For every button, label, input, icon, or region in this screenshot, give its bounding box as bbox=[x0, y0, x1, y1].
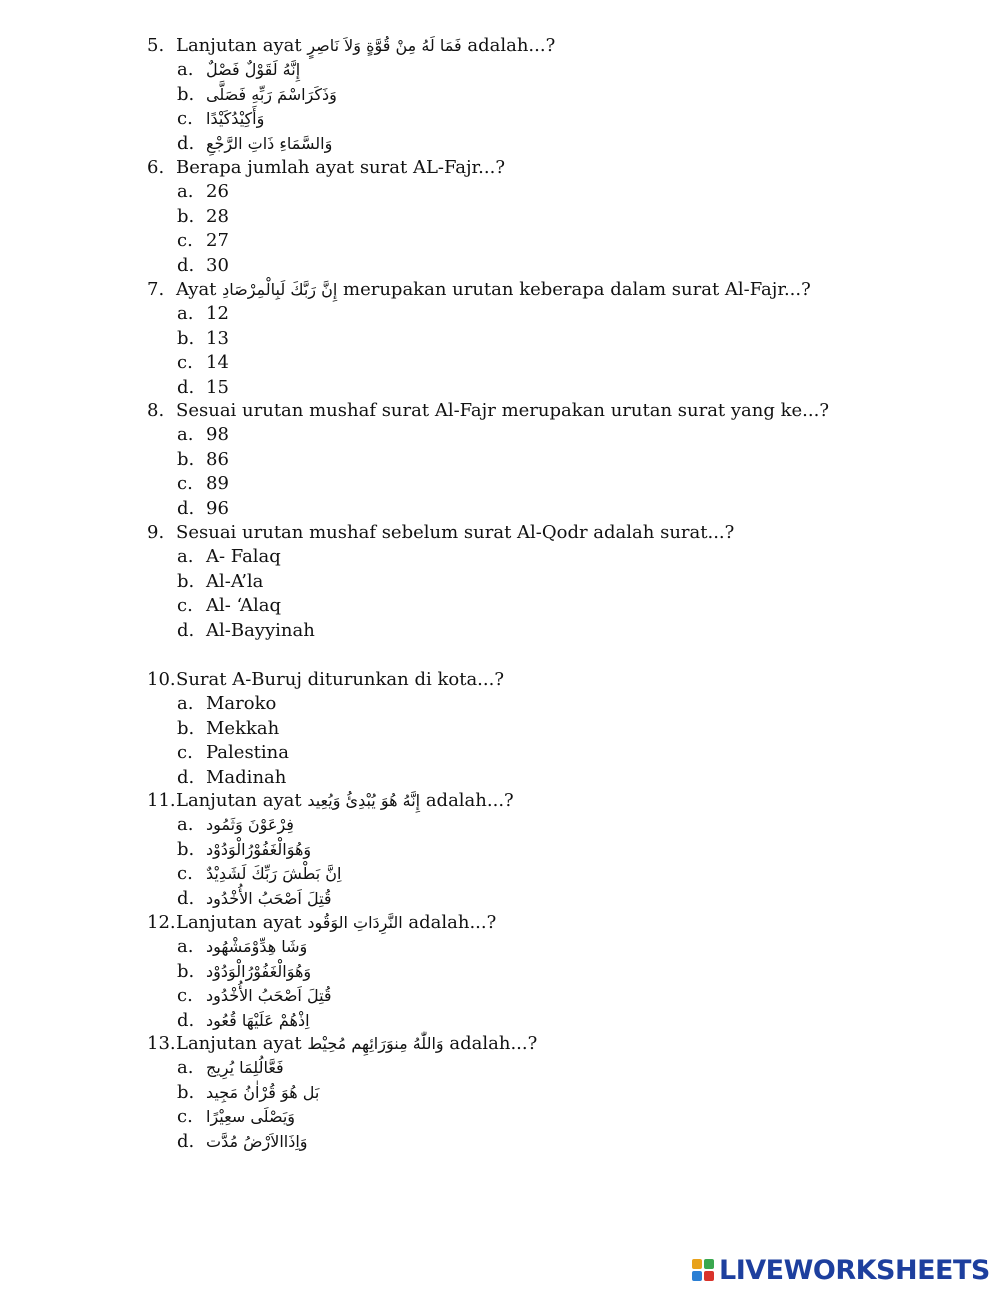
answer-option[interactable] bbox=[177, 59, 300, 81]
question-text: Lanjutan ayat bbox=[176, 1033, 308, 1054]
option-letter: c. bbox=[177, 595, 193, 617]
option-text: Al- ‘Alaq bbox=[206, 595, 281, 617]
option-text: 28 bbox=[206, 205, 229, 227]
answer-option[interactable] bbox=[177, 1057, 284, 1079]
question-arabic-verse: إِنَّهُ هُوَ يُبْدِئُ وَيُعِيد bbox=[307, 791, 421, 810]
question-text: Lanjutan ayat bbox=[176, 790, 308, 811]
option-text: قُتِلَ اَصْحَبُ الأُخْدُود bbox=[206, 986, 332, 1006]
option-letter: d. bbox=[177, 766, 195, 788]
question-number: 6. bbox=[147, 157, 165, 178]
option-text: 15 bbox=[206, 376, 229, 398]
option-text: فَعَّالُلِمَا يُرِيج bbox=[206, 1058, 284, 1078]
logo-block bbox=[692, 1271, 702, 1281]
option-letter: c. bbox=[177, 1106, 193, 1128]
option-letter: d. bbox=[177, 1130, 195, 1152]
option-letter: a. bbox=[177, 1057, 194, 1079]
question-number: 8. bbox=[147, 400, 165, 421]
option-text: 12 bbox=[206, 303, 229, 325]
option-letter: a. bbox=[177, 546, 194, 568]
answer-option[interactable] bbox=[177, 742, 289, 764]
question-arabic-verse: وَاللّٰهُ مِنوَرَائِهِم مُحِيْط bbox=[307, 1034, 444, 1053]
option-letter: c. bbox=[177, 108, 193, 130]
option-text: وَذَكَرَاسْمَ رَبِّهِ فَصَلَّى bbox=[206, 84, 337, 104]
logo-block bbox=[704, 1259, 714, 1269]
answer-option[interactable] bbox=[177, 718, 279, 740]
logo-block bbox=[692, 1259, 702, 1269]
question-text: Ayat bbox=[176, 279, 223, 300]
option-text: Madinah bbox=[206, 766, 287, 788]
option-text: وَيَصْلَى سعِيْرًا bbox=[206, 1107, 295, 1127]
option-letter: b. bbox=[177, 327, 195, 349]
question-number: 10. bbox=[147, 669, 176, 690]
option-text: وَاِذَاالاَرْضُ مُدَّت bbox=[206, 1131, 308, 1151]
question-text: Lanjutan ayat bbox=[176, 35, 308, 56]
question-9 bbox=[147, 522, 734, 544]
option-text: Palestina bbox=[206, 742, 289, 764]
logo-block bbox=[704, 1271, 714, 1281]
option-letter: a. bbox=[177, 303, 194, 325]
option-text: Maroko bbox=[206, 693, 277, 715]
option-text: وَأَكِيْدُكَيْدًا bbox=[206, 109, 265, 129]
question-number: 5. bbox=[147, 35, 165, 56]
option-text: Mekkah bbox=[206, 717, 280, 739]
question-number: 12. bbox=[147, 912, 176, 933]
option-letter: b. bbox=[177, 717, 195, 739]
option-letter: d. bbox=[177, 497, 195, 519]
question-number: 11. bbox=[147, 790, 176, 811]
option-letter: d. bbox=[177, 619, 195, 641]
option-text: وَالسَّمَاءِ ذَاتِ الرَّجْعِ bbox=[206, 133, 333, 153]
option-letter: b. bbox=[177, 838, 195, 860]
option-letter: a. bbox=[177, 936, 194, 958]
option-letter: d. bbox=[177, 376, 195, 398]
question-10 bbox=[147, 669, 504, 691]
option-letter: c. bbox=[177, 473, 193, 495]
option-text: اِذْهُمْ عَلَيْهَا قُعُود bbox=[206, 1010, 310, 1030]
answer-option[interactable] bbox=[177, 693, 276, 715]
option-text: وَهُوَالْغَفُوْرُالْوَدُوْد bbox=[206, 961, 312, 981]
question-12 bbox=[147, 912, 496, 934]
option-letter: b. bbox=[177, 570, 195, 592]
question-8 bbox=[147, 400, 829, 422]
answer-option[interactable] bbox=[177, 839, 311, 861]
option-letter: d. bbox=[177, 887, 195, 909]
question-text: adalah...? bbox=[402, 912, 497, 933]
option-letter: d. bbox=[177, 1009, 195, 1031]
option-letter: a. bbox=[177, 424, 194, 446]
option-text: Al-A’la bbox=[206, 570, 264, 592]
question-number: 13. bbox=[147, 1033, 176, 1054]
question-text: Sesuai urutan mushaf surat Al-Fajr merupakan urutan surat yang ke...? bbox=[176, 400, 829, 421]
option-text: 96 bbox=[206, 497, 229, 519]
option-text: 14 bbox=[206, 352, 229, 374]
answer-option[interactable] bbox=[177, 888, 332, 910]
answer-option[interactable] bbox=[177, 595, 281, 617]
option-letter: d. bbox=[177, 254, 195, 276]
option-letter: b. bbox=[177, 205, 195, 227]
option-letter: a. bbox=[177, 693, 194, 715]
answer-option[interactable] bbox=[177, 571, 263, 593]
option-text: قُتِلَ اَصْحَبُ الأُخْدُود bbox=[206, 888, 332, 908]
option-letter: b. bbox=[177, 1081, 195, 1103]
answer-option[interactable] bbox=[177, 449, 229, 471]
option-letter: d. bbox=[177, 132, 195, 154]
answer-option[interactable] bbox=[177, 1106, 295, 1128]
option-letter: b. bbox=[177, 83, 195, 105]
option-text: Al-Bayyinah bbox=[206, 619, 315, 641]
question-6 bbox=[147, 157, 505, 179]
question-number: 7. bbox=[147, 279, 165, 300]
option-text: 98 bbox=[206, 424, 229, 446]
liveworksheets-logo bbox=[692, 1254, 990, 1286]
option-text: 26 bbox=[206, 181, 229, 203]
question-text: Lanjutan ayat bbox=[176, 912, 308, 933]
answer-option[interactable] bbox=[177, 303, 229, 325]
answer-option[interactable] bbox=[177, 133, 332, 155]
option-text: إِنَّهُ لَقَوْلٌ فَصْلٌ bbox=[206, 60, 301, 80]
option-letter: c. bbox=[177, 985, 193, 1007]
answer-option[interactable] bbox=[177, 230, 229, 252]
answer-option[interactable] bbox=[177, 473, 229, 495]
question-arabic-verse: النَّرِدَاتِ الوَقُود bbox=[307, 913, 403, 932]
option-text: فِرْعَوْنَ وَثَمُود bbox=[206, 815, 294, 835]
option-letter: c. bbox=[177, 742, 193, 764]
answer-option[interactable] bbox=[177, 767, 286, 789]
answer-option[interactable] bbox=[177, 1131, 308, 1153]
question-arabic-verse: إِنَّ رَبَّكَ لَبِالْمِرْصَادِ bbox=[222, 280, 338, 299]
answer-option[interactable] bbox=[177, 961, 311, 983]
answer-option[interactable] bbox=[177, 498, 229, 520]
question-arabic-verse: فَمَا لَهُ مِنْ قُوَّةٍ وَلاَ نَاصِرٍ bbox=[307, 36, 462, 55]
answer-option[interactable] bbox=[177, 863, 342, 885]
option-letter: c. bbox=[177, 352, 193, 374]
question-text: Sesuai urutan mushaf sebelum surat Al-Qodr adalah surat...? bbox=[176, 522, 735, 543]
answer-option[interactable] bbox=[177, 620, 315, 642]
logo-text: LIVEWORKSHEETS bbox=[719, 1254, 990, 1286]
answer-option[interactable] bbox=[177, 328, 229, 350]
question-text: Berapa jumlah ayat surat AL-Fajr...? bbox=[176, 157, 506, 178]
option-text: 27 bbox=[206, 230, 229, 252]
answer-option[interactable] bbox=[177, 206, 229, 228]
answer-option[interactable] bbox=[177, 936, 307, 958]
answer-option[interactable] bbox=[177, 181, 229, 203]
option-letter: a. bbox=[177, 59, 194, 81]
question-5 bbox=[147, 35, 555, 57]
question-text: merupakan urutan keberapa dalam surat Al-Fajr...? bbox=[337, 279, 811, 300]
answer-option[interactable] bbox=[177, 814, 294, 836]
answer-option[interactable] bbox=[177, 1010, 310, 1032]
option-text: A- Falaq bbox=[206, 546, 281, 568]
answer-option[interactable] bbox=[177, 255, 229, 277]
option-text: 89 bbox=[206, 473, 229, 495]
question-7 bbox=[147, 279, 811, 301]
option-text: وَشَا هِدِّوْمَشْهُود bbox=[206, 937, 308, 957]
question-text: adalah...? bbox=[420, 790, 514, 811]
option-text: 13 bbox=[206, 327, 229, 349]
option-letter: c. bbox=[177, 863, 193, 885]
answer-option[interactable] bbox=[177, 1082, 319, 1104]
answer-option[interactable] bbox=[177, 546, 281, 568]
option-text: بَل هُوَ قُرْاٰنُ مَجِيد bbox=[206, 1082, 320, 1102]
answer-option[interactable] bbox=[177, 108, 264, 130]
answer-option[interactable] bbox=[177, 424, 229, 446]
option-text: اِنَّ بَطْشَ رَبِّكَ لَشَدِيْدٌ bbox=[206, 864, 342, 884]
question-number: 9. bbox=[147, 522, 165, 543]
question-text: Surat A-Buruj diturunkan di kota...? bbox=[176, 669, 504, 690]
option-text: وَهُوَالْغَفُوْرُالْوَدُوْد bbox=[206, 839, 312, 859]
question-11 bbox=[147, 790, 514, 812]
logo-blocks-icon bbox=[692, 1259, 714, 1281]
option-text: 86 bbox=[206, 448, 229, 470]
option-letter: b. bbox=[177, 448, 195, 470]
option-letter: a. bbox=[177, 181, 194, 203]
question-13 bbox=[147, 1033, 537, 1055]
option-letter: b. bbox=[177, 960, 195, 982]
answer-option[interactable] bbox=[177, 377, 229, 399]
question-text: adalah...? bbox=[443, 1033, 538, 1054]
option-text: 30 bbox=[206, 254, 229, 276]
question-text: adalah...? bbox=[461, 35, 556, 56]
option-letter: c. bbox=[177, 230, 193, 252]
answer-option[interactable] bbox=[177, 84, 337, 106]
option-letter: a. bbox=[177, 814, 194, 836]
answer-option[interactable] bbox=[177, 985, 332, 1007]
answer-option[interactable] bbox=[177, 352, 229, 374]
